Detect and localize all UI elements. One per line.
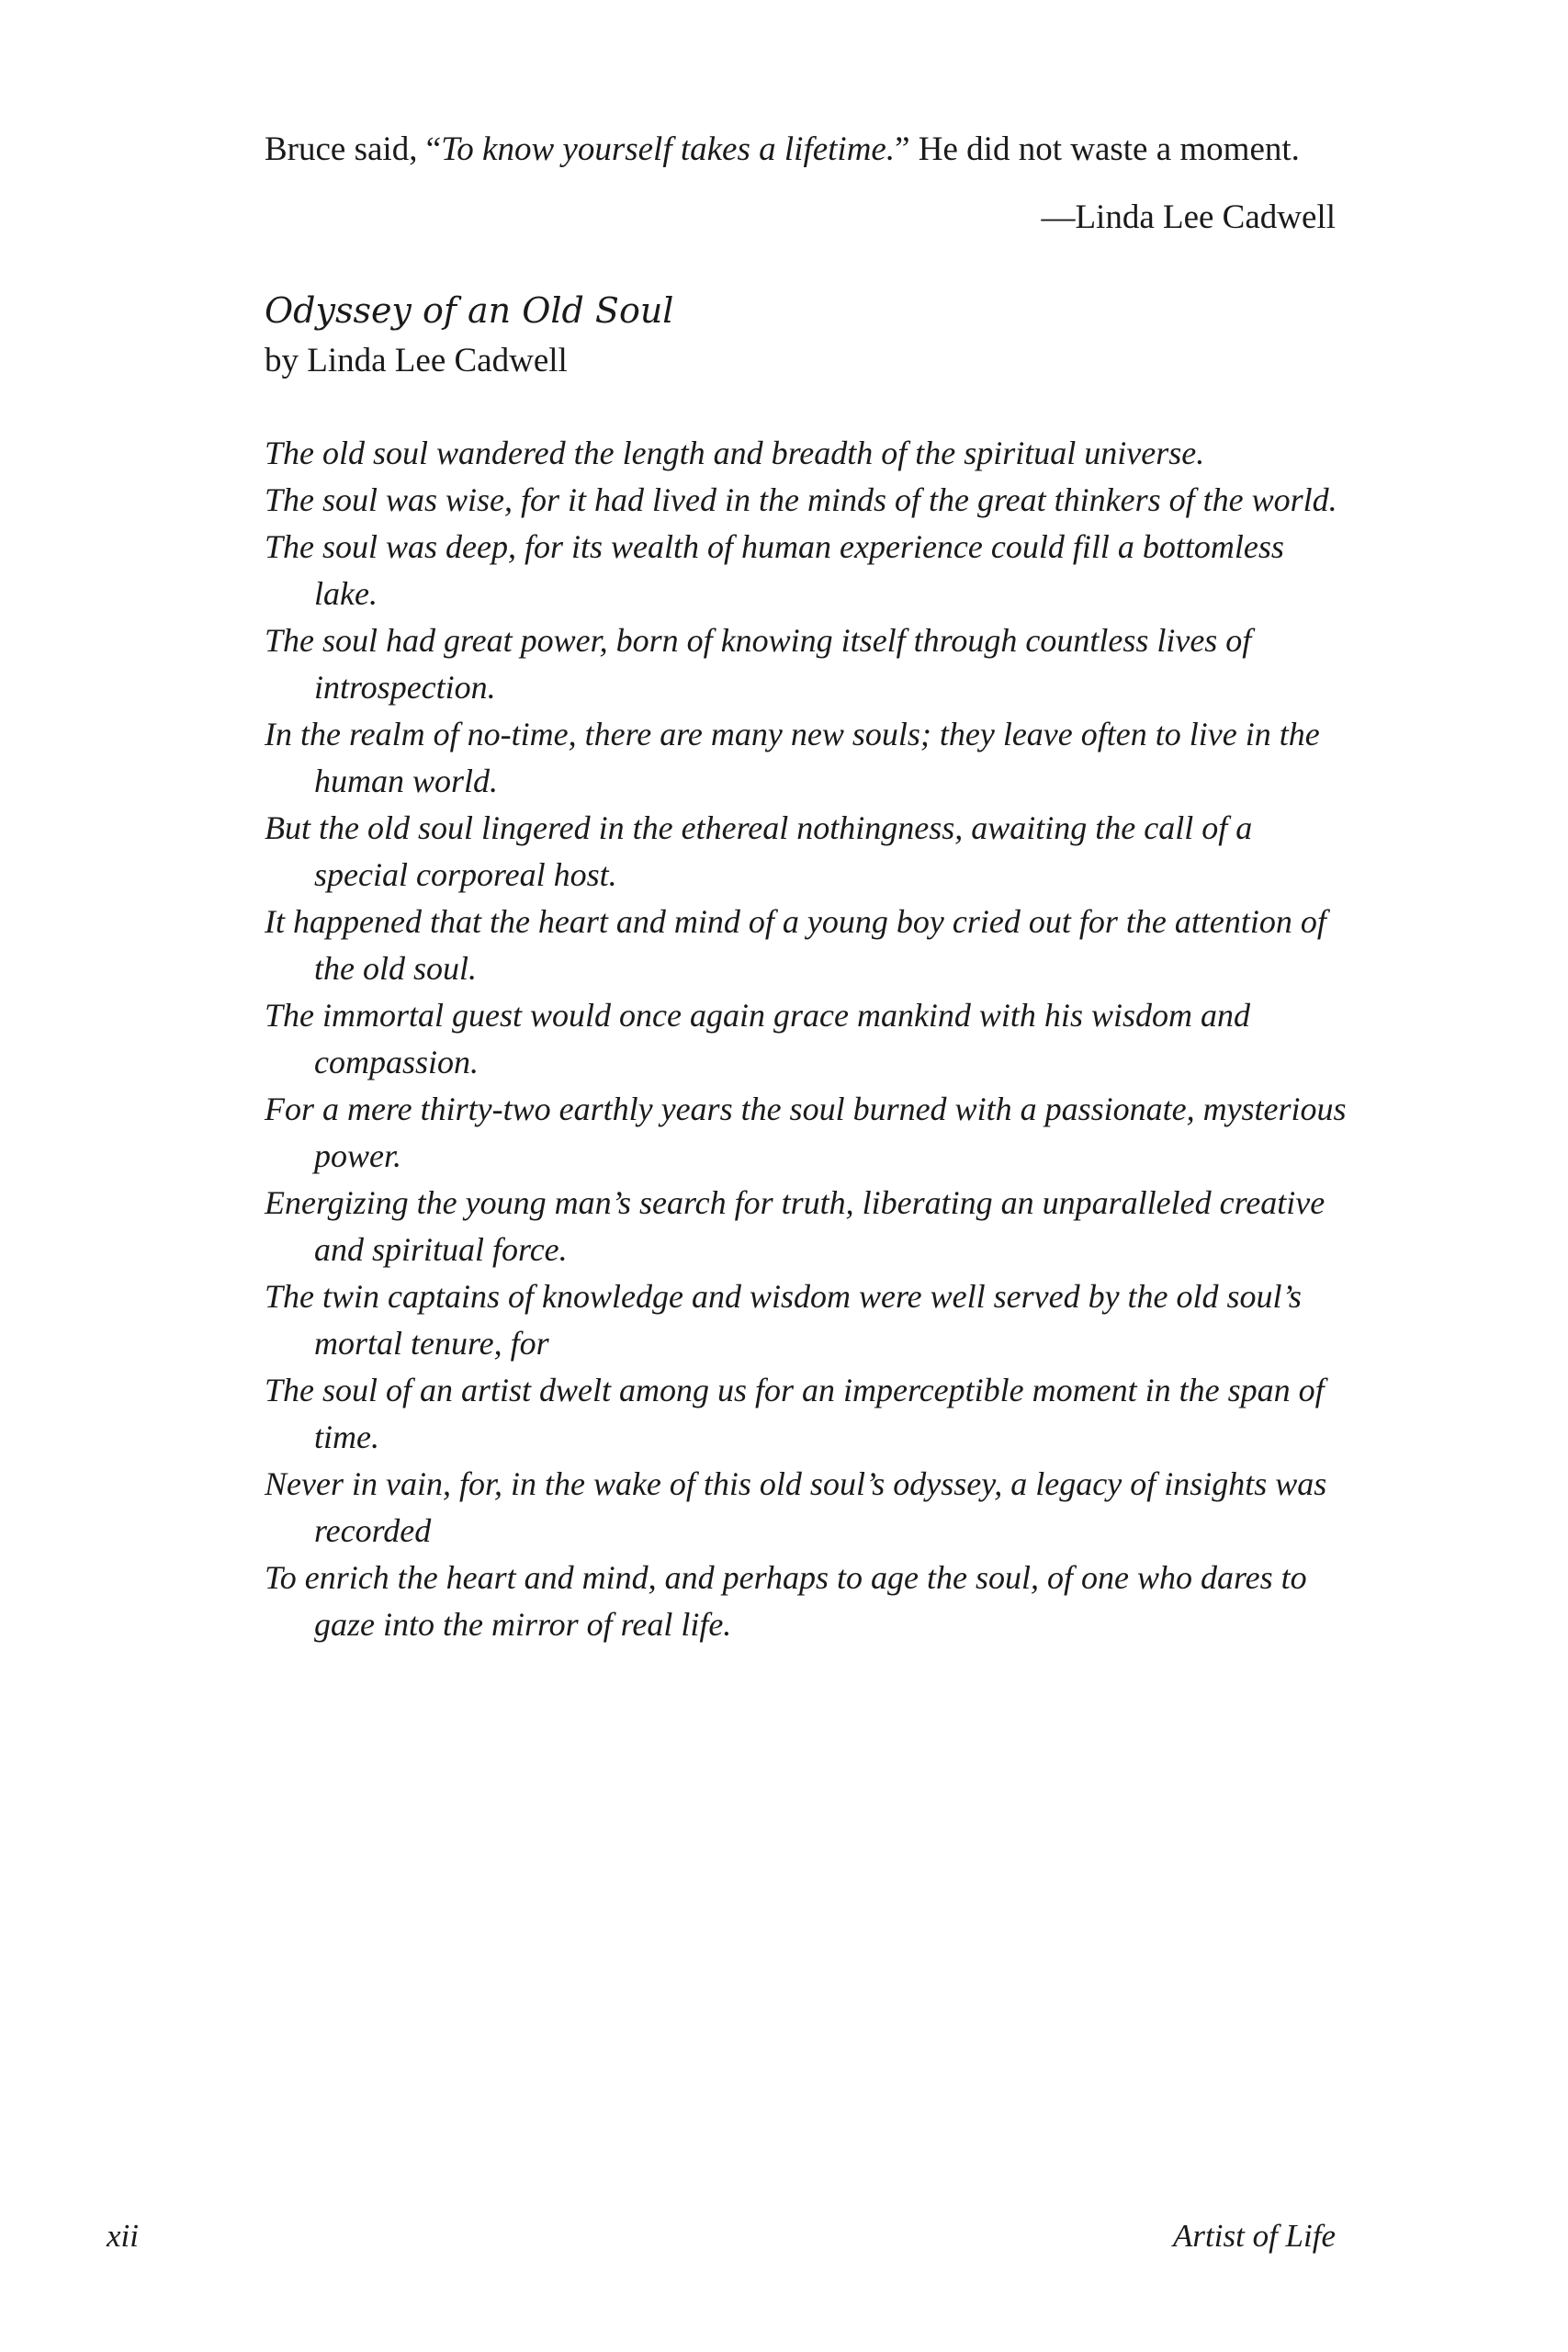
poem-line: It happened that the heart and mind of a young boy cried out for the attention of the old soul. <box>265 903 1326 987</box>
poem-line: For a mere thirty-two earthly years the soul burned with a passionate, mysterious power. <box>265 1091 1347 1174</box>
poem-line: The old soul wandered the length and breadth of the spiritual universe. <box>265 435 1205 471</box>
poem-byline: by Linda Lee Cadwell <box>265 342 568 379</box>
poem-line: The immortal guest would once again grace mankind with his wisdom and compassion. <box>265 997 1250 1080</box>
intro-text-after-quote: ” He did not waste a moment. <box>895 130 1300 168</box>
poem-line: The soul of an artist dwelt among us for an imperceptible moment in the span of time. <box>265 1372 1325 1455</box>
poem-line: The soul was wise, for it had lived in the minds of the great thinkers of the world. <box>265 481 1337 518</box>
poem-lines <box>265 430 1348 1648</box>
poem-line: The soul was deep, for its wealth of human experience could fill a bottomless lake. <box>265 528 1284 612</box>
poem-line: Never in vain, for, in the wake of this old soul’s odyssey, a legacy of insights was recorded <box>265 1465 1327 1549</box>
intro-text-before-quote: Bruce said, “ <box>265 130 442 168</box>
poem-line: But the old soul lingered in the ethereal nothingness, awaiting the call of a special corporeal host. <box>265 809 1253 893</box>
poem-line: To enrich the heart and mind, and perhaps to age the soul, of one who dares to gaze into the mirror of real life. <box>265 1559 1307 1643</box>
poem-line: Energizing the young man’s search for truth, liberating an unparalleled creative and spiritual force. <box>265 1184 1325 1268</box>
poem-line: The soul had great power, born of knowing itself through countless lives of introspection. <box>265 622 1252 706</box>
intro-quote: To know yourself takes a lifetime. <box>441 130 896 168</box>
poem-line: The twin captains of knowledge and wisdom were well served by the old soul’s mortal tenure, for <box>265 1278 1302 1362</box>
intro-paragraph <box>265 125 1335 175</box>
running-title: Artist of Life <box>1173 2218 1336 2254</box>
poem-title: Odyssey of an Old Soul <box>265 290 674 331</box>
poem-line: In the realm of no-time, there are many new souls; they leave often to live in the human world. <box>265 716 1320 799</box>
page-number: xii <box>107 2218 139 2254</box>
intro-signature: —Linda Lee Cadwell <box>1041 198 1336 236</box>
